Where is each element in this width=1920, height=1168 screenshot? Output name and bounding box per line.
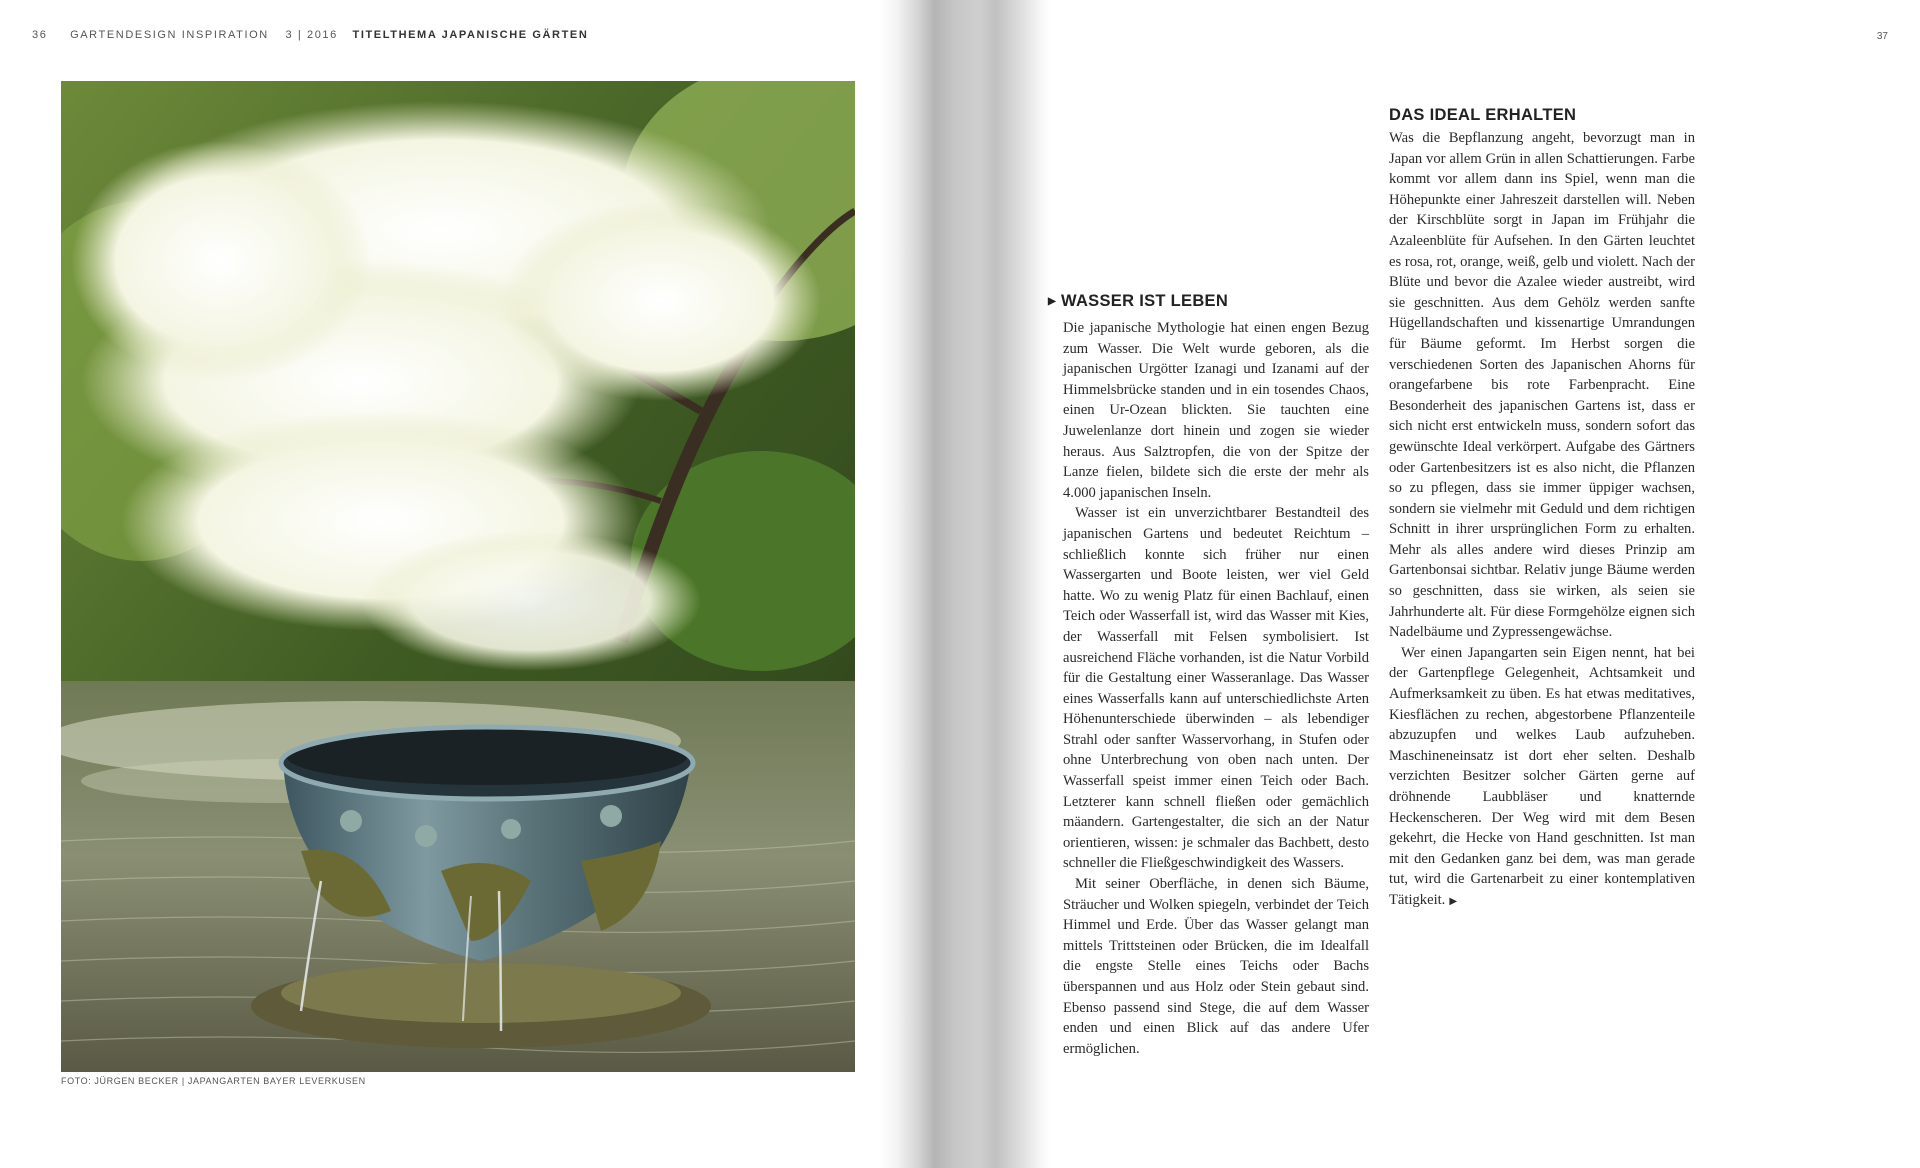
paragraph-last — [1389, 643, 1695, 913]
section-heading-ideal: DAS IDEAL ERHALTEN — [1389, 106, 1577, 124]
magazine-title: GARTENDESIGN INSPIRATION — [70, 29, 269, 41]
garden-photo — [61, 81, 855, 1072]
section-heading-text: WASSER IST LEBEN — [1061, 292, 1229, 310]
photo-caption: FOTO: JÜRGEN BECKER | JAPANGARTEN BAYER LEVERKUSEN — [61, 1076, 366, 1086]
page-gutter — [880, 0, 1050, 1168]
topic-title: TITELTHEMA JAPANISCHE GÄRTEN — [352, 29, 589, 41]
paragraph-text: Wer einen Japangarten sein Eigen nennt, hat bei der Gartenpflege Gelegenheit, Achtsamkeit und Aufmerksamkeit zu üben. Es hat etwas meditatives, Kiesflächen zu rechen, abgestorbene Pflanzenteile abzuzupfen und welkes Laub aufzuheben. Maschineneinsatz ist dort eher selten. Deshalb verzichten Besitzer solcher Gärten gerne auf dröhnende Laubbläser und knatternde Heckenscheren. Der Weg wird mit dem Besen gekehrt, die Hecke von Hand geschnitten. Ist man mit den Gedanken ganz bei dem, was man gerade tut, wird die Gartenarbeit zu einer kontemplativen Tätigkeit. — [1389, 644, 1695, 908]
paragraph: Die japanische Mythologie hat einen engen Bezug zum Wasser. Die Welt wurde geboren, als die japanischen Urgötter Izanagi und Izanami auf der Himmelsbrücke standen und in ein tosendes Chaos, einen Ur-Ozean blickten. Sie tauchten eine Juwelenlanze dort hinein und zogen sie wieder heraus. Aus Salztropfen, die von der Spitze der Lanze fielen, bildete sich die erste der mehr als 4.000 japanischen Inseln. — [1063, 320, 1369, 501]
fountain-bowl-photo-illustration — [61, 81, 855, 1072]
page-header-left — [32, 29, 588, 41]
article-column-1 — [1063, 318, 1369, 1059]
paragraph: Mit seiner Oberfläche, in denen sich Bäume, Sträucher und Wolken spiegeln, verbindet der Teich Himmel und Erde. Über das Wasser gelangt man mittels Trittsteinen oder Brücken, die im Idealfall die engste Stelle eines Teichs oder Bachs überspannen und aus Holz oder Stein gebaut sind. Ebenso passend sind Stege, die auf dem Wasser enden und einen Blick auf das andere Ufer ermöglichen. — [1063, 876, 1369, 1057]
end-of-article-triangle-icon: ▶ — [1449, 895, 1458, 907]
page-number-left: 36 — [32, 29, 48, 41]
section-heading-wasser — [1048, 292, 1228, 311]
paragraph: Wasser ist ein unverzichtbarer Bestandteil des japanischen Gartens und bedeutet Reichtum – schließlich konnte sich früher nur einen Wassergarten und Boote leisten, wer viel Geld hatte. Wo zu wenig Platz für einen Bachlauf, einen Teich oder Wasserfall ist, wird das Wasser mit Kies, der Wasserfall mit Felsen symbolisiert. Ist ausreichend Fläche vorhanden, ist die Natur Vorbild für die Gestaltung einer Wasseranlage. Das Wasser eines Wasserfalls kann auf unterschiedlichste Arten Höhenunterschiede überwinden – als lebendiger Strahl oder sanfter Wasservorhang, in Stufen oder ohne Unterbrechung von oben nach unten. Der Wasserfall speist immer einen Teich oder Bach. Letzterer kann schnell fließen oder gemächlich mäandern. Gartengestalter, die sich an der Natur orientieren, wissen: je schmaler das Bachbett, desto schneller die Fließgeschwindigkeit des Wassers. — [1063, 505, 1369, 872]
issue-number: 3 | 2016 — [285, 29, 338, 41]
article-column-2 — [1389, 128, 1695, 913]
paragraph: Was die Bepflanzung angeht, bevorzugt man in Japan vor allem Grün in allen Schattierungen. Farbe kommt vor allem dann ins Spiel, wenn man die Höhepunkte einer Jahreszeit darstellen will. Neben der Kirschblüte sorgt in Japan im Frühjahr die Azaleenblüte für Aufsehen. In den Gärten leuchtet es rosa, rot, orange, weiß, gelb und violett. Nach der Blüte und bevor die Azalee wieder austreibt, wird sie geschnitten. Aus dem Gehölz werden sanfte Hügellandschaften und kissenartige Umrandungen für Bäume geformt. Im Herbst sorgen die verschiedenen Sorten des Japanischen Ahorns für orangefarbene bis rote Farbenpracht. Eine Besonderheit des japanischen Gartens ist, dass er sich nicht erst entwickeln muss, sondern sofort das gewünschte Ideal verkörpert. Aufgabe des Gärtners oder Gartenbesitzers ist es also nicht, die Pflanzen so zu pflegen, dass sie immer üppiger wachsen, sondern sie vielmehr mit Geduld und dem richtigen Schnitt in ihrer ursprünglichen Form zu erhalten. Mehr als alles andere wird dieses Prinzip am Gartenbonsai sichtbar. Relativ junge Bäume werden so geschnitten, dass sie wirken, als seien sie Jahrhunderte alt. Für diese Formgehölze eignen sich Nadelbäume und Zypressengewächse. — [1389, 130, 1695, 641]
page-number-right: 37 — [1876, 31, 1888, 42]
triangle-bullet-icon: ▶ — [1048, 296, 1056, 307]
